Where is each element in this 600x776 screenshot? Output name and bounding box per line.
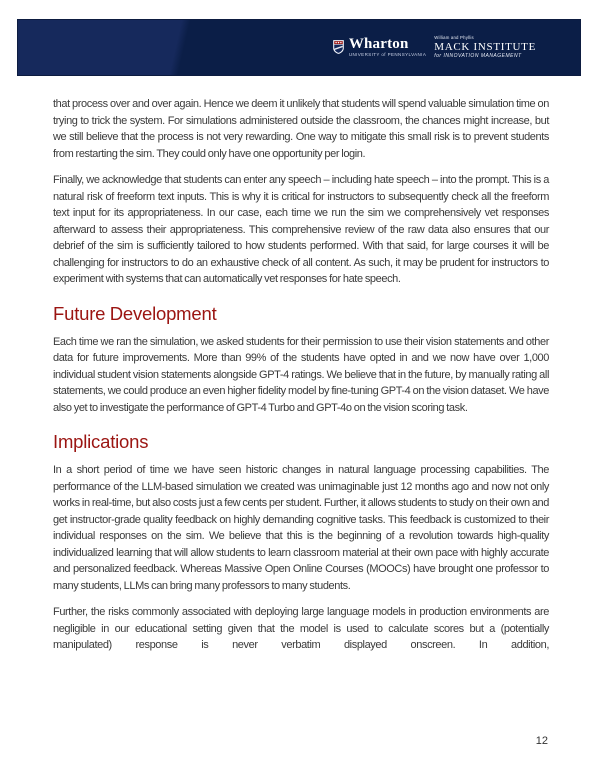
- header-banner: [17, 19, 581, 76]
- wharton-wordmark: Wharton: [348, 35, 409, 52]
- paragraph-hate-speech: Finally, we acknowledge that students can enter any speech – including hate speech – into the prompt. This is a natural risk of freeform text inputs. This is why it is critical for instructors to subsequently check all the freeform text input for its appropriateness. In our case, each time we run the sim we comprehensively vet responses afterward to assess their appropriateness. This comprehensive review of the raw data also ensures that our debrief of the sim is sufficiently tailored to how students performed. With that said, for large courses it will be challenging for instructors to do an exhaustive check of all content. As such, it may be prudent for instructors to experiment with systems that can automatically vet responses for hate speech.: [53, 174, 549, 285]
- wharton-university-line: UNIVERSITY of PENNSYLVANIA: [348, 52, 427, 58]
- mack-patrons-line: William and Phyllis: [434, 34, 474, 40]
- wharton-wordmark-block: [349, 37, 426, 58]
- wharton-logo: [332, 37, 426, 58]
- wharton-mack-logo: [332, 36, 536, 59]
- section-heading-future-development: Future Development: [53, 302, 217, 324]
- page-number: 12: [535, 735, 548, 747]
- mack-institute-logo: [434, 36, 536, 59]
- wharton-shield-icon: [332, 39, 345, 55]
- paragraph-future-development: Each time we ran the simulation, we asked students for their permission to use their vision statements and other data for future improvements. More than 99% of the students have opted in and we now have over 1,000 individual student vision statements alongside GPT-4 ratings. We believe that in the future, by manually rating all statements, we could produce an even higher fidelity model by fine-tuning GPT-4 on the vision dataset. We have also yet to investigate the performance of GPT-4 Turbo and GPT-4o on the vision scoring task.: [53, 335, 549, 414]
- paragraph-deployment-risks: Further, the risks commonly associated with deploying large language models in production environments are negligible in our educational setting given that the model is used to calculate scores but a (potentially manipulated) response is never verbatim displayed onscreen. In addition,: [53, 606, 549, 651]
- paragraph-trick-system: that process over and over again. Hence we deem it unlikely that students will spend valuable simulation time on trying to trick the system. For simulations administered outside the classroom, the chances might increase, but we still believe that the process is not very rewarding. One way to mitigate this small risk is to prevent students from restarting the sim. They could only have one opportunity per login.: [53, 98, 549, 160]
- section-heading-implications: Implications: [53, 431, 149, 452]
- mack-institute-tagline: for INNOVATION MANAGEMENT: [434, 53, 522, 60]
- document-body: [53, 96, 549, 664]
- paragraph-implications: In a short period of time we have seen historic changes in natural language processing capabilities. The performance of the LLM-based simulation we created was unimaginable just 12 months ago and now not only works in real-time, but also costs just a few cents per student. Further, it allows students to study on their own and get instructor-grade quality feedback on highly demanding cognitive tasks. This feedback is customized to their individual responses on the sim. We believe that this is the beginning of a revolution towards high-quality individualized learning that will allow students to learn classroom material at their own pace with highly accurate and personalized feedback. Whereas Massive Open Online Courses (MOOCs) have brought one professor to many students, LLMs can bring many professors to many students.: [53, 464, 549, 592]
- mack-institute-name: MACK INSTITUTE: [434, 40, 536, 53]
